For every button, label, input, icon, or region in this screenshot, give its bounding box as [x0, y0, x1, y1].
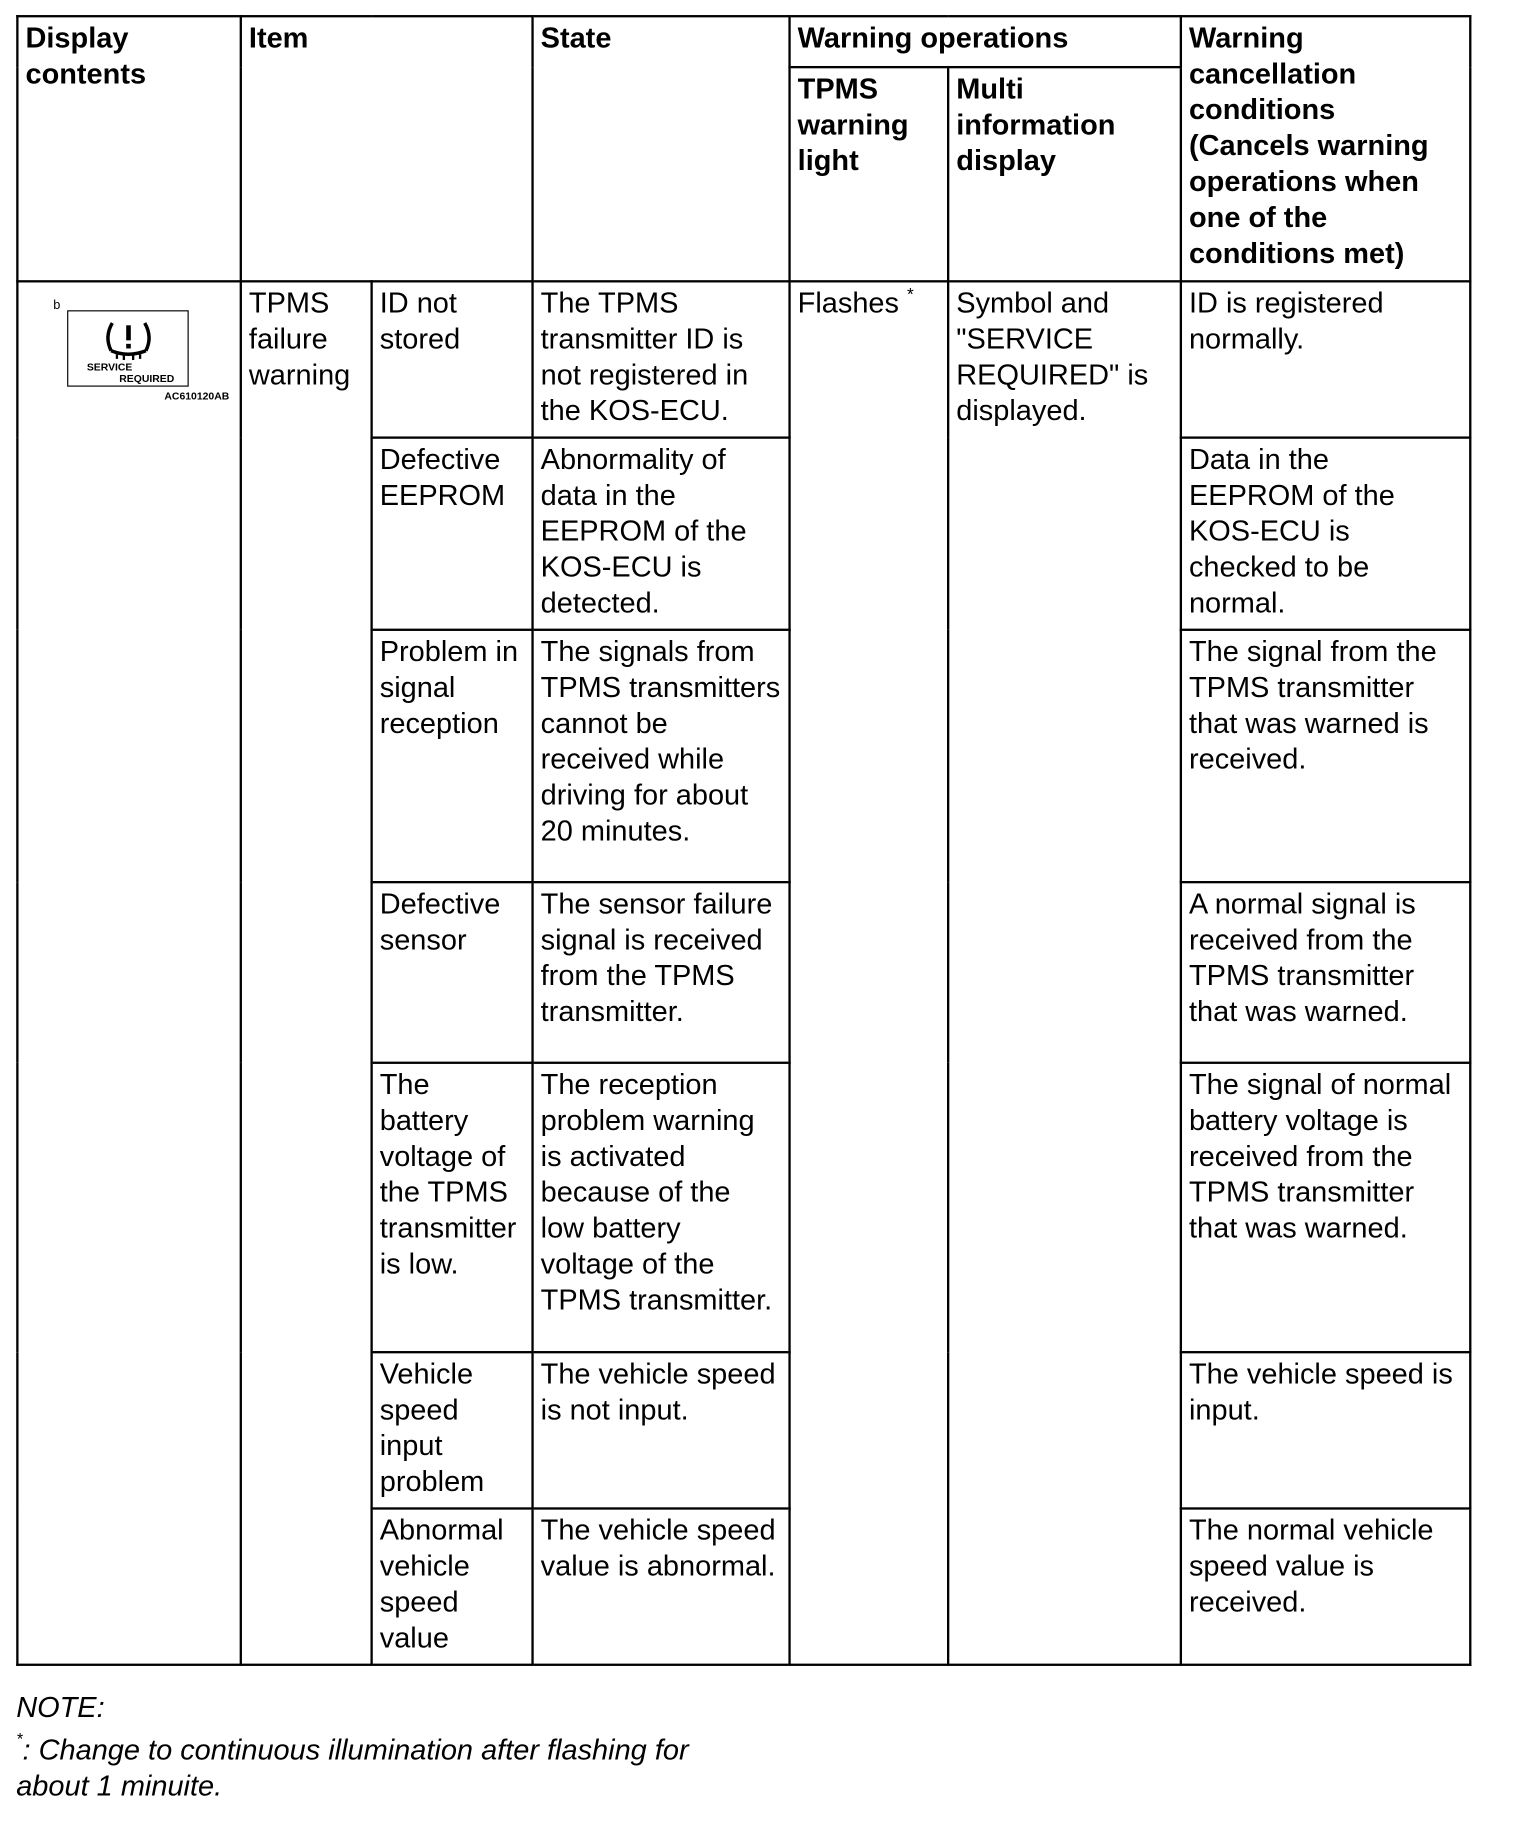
sub-item-cell: Vehicle speed input problem: [372, 1352, 533, 1508]
state-cell: The reception problem warning is activated because of the low battery voltage of the TPMS transmitter.: [533, 1063, 790, 1352]
note-title: NOTE:: [16, 1691, 105, 1724]
cancel-cell: Data in the EEPROM of the KOS-ECU is checked to be normal.: [1181, 438, 1470, 630]
cancel-cell: The signal of normal battery voltage is received from the TPMS transmitter that was warned.: [1181, 1063, 1470, 1352]
figure-marker: b: [53, 298, 61, 313]
warning-light-cell: [790, 281, 949, 1664]
state-cell: The sensor failure signal is received from the TPMS transmitter.: [533, 882, 790, 1063]
figure-code: AC610120AB: [164, 390, 230, 402]
indicator-text-service: SERVICE: [86, 361, 133, 373]
header-multi-information-display: Multi information display: [948, 67, 1181, 281]
state-cell: Abnormality of data in the EEPROM of the KOS-ECU is detected.: [533, 438, 790, 630]
cancel-cell: The normal vehicle speed value is received.: [1181, 1508, 1470, 1664]
header-state: State: [533, 16, 790, 281]
indicator-box: [67, 310, 189, 386]
header-row-1: [17, 16, 1470, 67]
sub-item-cell: Problem in signal reception: [372, 630, 533, 882]
header-tpms-warning-light: TPMS warning light: [790, 67, 949, 281]
display-cell: Symbol and "SERVICE REQUIRED" is displayed.: [948, 281, 1181, 1664]
state-cell: The vehicle speed is not input.: [533, 1352, 790, 1508]
cancel-cell: A normal signal is received from the TPMS transmitter that was warned.: [1181, 882, 1470, 1063]
state-cell: The signals from TPMS transmitters cannot be received while driving for about 20 minutes.: [533, 630, 790, 882]
header-display-contents: Display contents: [17, 16, 240, 281]
warning-light-value: Flashes: [797, 287, 900, 320]
footnote-mark: *: [907, 284, 914, 305]
note-mark: *: [16, 1729, 23, 1748]
sub-item-cell: ID not stored: [372, 281, 533, 437]
state-cell: The vehicle speed value is abnormal.: [533, 1508, 790, 1664]
tpms-exclamation-icon: [101, 316, 157, 362]
sub-item-cell: Abnormal vehicle speed value: [372, 1508, 533, 1664]
display-contents-cell: [17, 281, 240, 1664]
note-body: : Change to continuous illumination after flashing for about 1 minuite.: [16, 1734, 689, 1803]
cancel-cell: ID is registered normally.: [1181, 281, 1470, 437]
state-cell: The TPMS transmitter ID is not registered in the KOS-ECU.: [533, 281, 790, 437]
sub-item-cell: Defective sensor: [372, 882, 533, 1063]
header-warning-operations: Warning operations: [790, 16, 1181, 67]
sub-item-cell: The battery voltage of the TPMS transmitter is low.: [372, 1063, 533, 1352]
service-required-indicator: [53, 299, 241, 403]
indicator-text-required: REQUIRED: [119, 372, 175, 385]
cancel-cell: The vehicle speed is input.: [1181, 1352, 1470, 1508]
sub-item-cell: Defective EEPROM: [372, 438, 533, 630]
item-cell: TPMS failure warning: [241, 281, 372, 1664]
tpms-warning-table: [16, 15, 1471, 1666]
table-row: [17, 281, 1470, 437]
header-item: Item: [241, 16, 533, 281]
cancel-cell: The signal from the TPMS transmitter that was warned is received.: [1181, 630, 1470, 882]
header-cancellation-conditions: Warning cancellation conditions (Cancels warning operations when one of the conditions met): [1181, 16, 1470, 281]
note-text: [16, 1729, 757, 1805]
